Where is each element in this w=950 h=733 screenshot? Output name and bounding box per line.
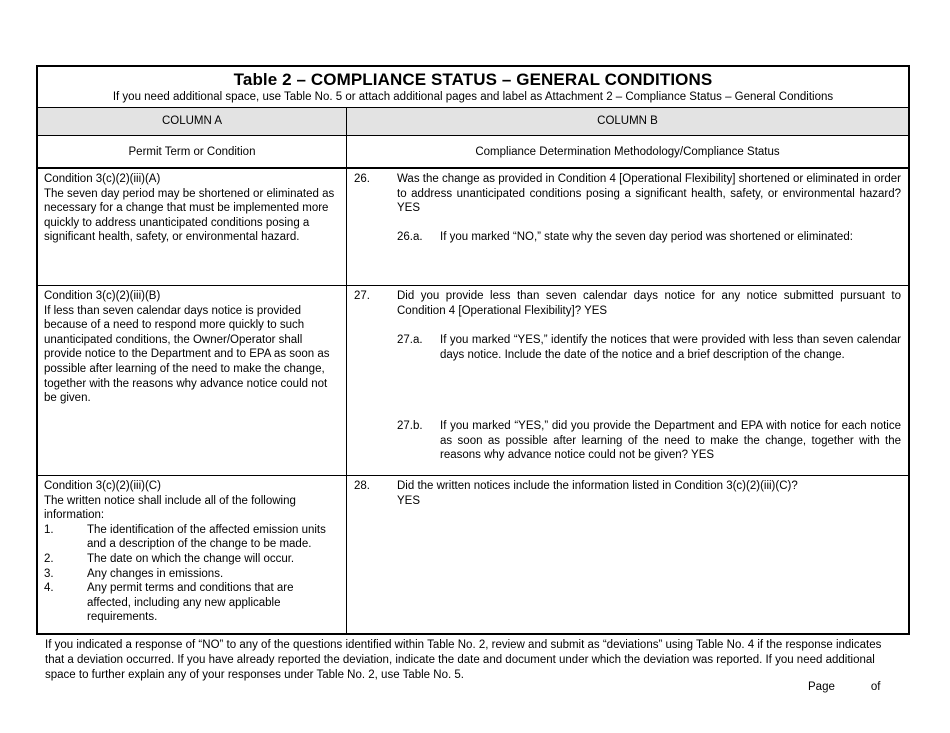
list-item	[44, 523, 334, 552]
footer-note: If you indicated a response of “NO” to any of the questions identified within Table No. 2, review and submit as “deviations” using Table No. 4 if the response indicates that a deviation occurred. If you have already reported the deviation, indicate the date and document under which the deviation was reported. If you need additional space to further explain any of your responses under Table No. 2, use Table No. 5.	[45, 639, 882, 681]
condition-title: Condition 3(c)(2)(iii)(B)	[44, 290, 161, 302]
table-subtitle: If you need additional space, use Table No. 5 or attach additional pages and label as Attachment 2 – Compliance Status – General Conditions	[112, 91, 834, 103]
question-text: Did you provide less than seven calendar days notice for any notice submitted pursuant to Condition 4 [Operational Flexibility]? YES	[397, 290, 901, 317]
question-text	[397, 479, 901, 508]
question-cell	[347, 172, 908, 284]
question-text: Was the change as provided in Condition 4 [Operational Flexibility] shortened or eliminated in order to address unanticipated conditions posing a significant health, safety, or environmental hazard? YES	[397, 173, 901, 215]
question-number: 26.	[354, 173, 370, 185]
list-item-number: 3.	[44, 567, 54, 580]
condition-cell	[44, 289, 340, 406]
list-item-text: Any permit terms and conditions that are affected, including any new applicable requirements.	[87, 582, 294, 624]
column-a-description: Permit Term or Condition	[128, 146, 256, 158]
divider	[38, 135, 908, 136]
list-item-text: The date on which the change will occur.	[87, 552, 295, 565]
table-title-block	[38, 67, 908, 107]
sub-question-number: 27.b.	[397, 420, 423, 432]
question-cell	[347, 479, 908, 629]
sub-question-text: If you marked “YES,” identify the notices that were provided with less than seven calendar days notice. Include the date of the notice and a brief description of the change.	[440, 334, 901, 361]
list-item-text: Any changes in emissions.	[87, 567, 224, 580]
list-item-number: 2.	[44, 552, 54, 565]
divider	[38, 475, 908, 476]
question-cell	[347, 289, 908, 474]
list-item	[44, 552, 334, 567]
condition-cell	[44, 172, 340, 245]
sub-question-number: 27.a.	[397, 334, 423, 346]
divider	[38, 107, 908, 108]
sub-question-number: 26.a.	[397, 231, 423, 243]
of-label: of	[870, 681, 881, 693]
column-b-label: COLUMN B	[597, 115, 658, 127]
list-item-number: 4.	[44, 582, 54, 595]
question-answer: YES	[397, 494, 421, 507]
compliance-table	[36, 65, 910, 635]
divider	[38, 167, 908, 169]
condition-title: Condition 3(c)(2)(iii)(A)	[44, 173, 161, 185]
list-item-text: The identification of the affected emission units and a description of the change to be made.	[87, 523, 326, 551]
column-a-label: COLUMN A	[161, 115, 223, 127]
page-label: Page	[808, 681, 835, 693]
question-number: 27.	[354, 290, 370, 302]
condition-title: Condition 3(c)(2)(iii)(C)	[44, 480, 161, 492]
sub-question-text: If you marked “NO,” state why the seven day period was shortened or eliminated:	[440, 231, 853, 243]
page-number-line	[808, 681, 880, 693]
divider	[38, 285, 908, 286]
condition-cell	[44, 479, 334, 625]
list-item-number: 1.	[44, 523, 54, 536]
question-text-line: Did the written notices include the information listed in Condition 3(c)(2)(iii)(C)?	[397, 480, 798, 492]
condition-text: If less than seven calendar days notice is provided because of a need to respond more quickly to such unanticipated conditions, the Owner/Operator shall provide notice to the Department and to EPA as soon as possible after learning of the need to make the change, together with the reasons why advance notice could not be given.	[44, 304, 330, 405]
table-title: Table 2 – COMPLIANCE STATUS – GENERAL CONDITIONS	[233, 70, 713, 89]
list-item	[44, 581, 334, 625]
question-number: 28.	[354, 480, 370, 492]
condition-text: The seven day period may be shortened or eliminated as necessary for a change that must be implemented more quickly to address unanticipated conditions posing a significant health, safety, or environmental hazard.	[44, 187, 335, 244]
column-b-description: Compliance Determination Methodology/Compliance Status	[475, 146, 780, 158]
list-item	[44, 567, 334, 582]
sub-question-text: If you marked “YES,” did you provide the Department and EPA with notice for each notice as soon as possible after learning of the need to make the change, together with the reasons why advance notice could not be given? YES	[440, 420, 901, 462]
condition-text: The written notice shall include all of the following information:	[44, 494, 296, 522]
